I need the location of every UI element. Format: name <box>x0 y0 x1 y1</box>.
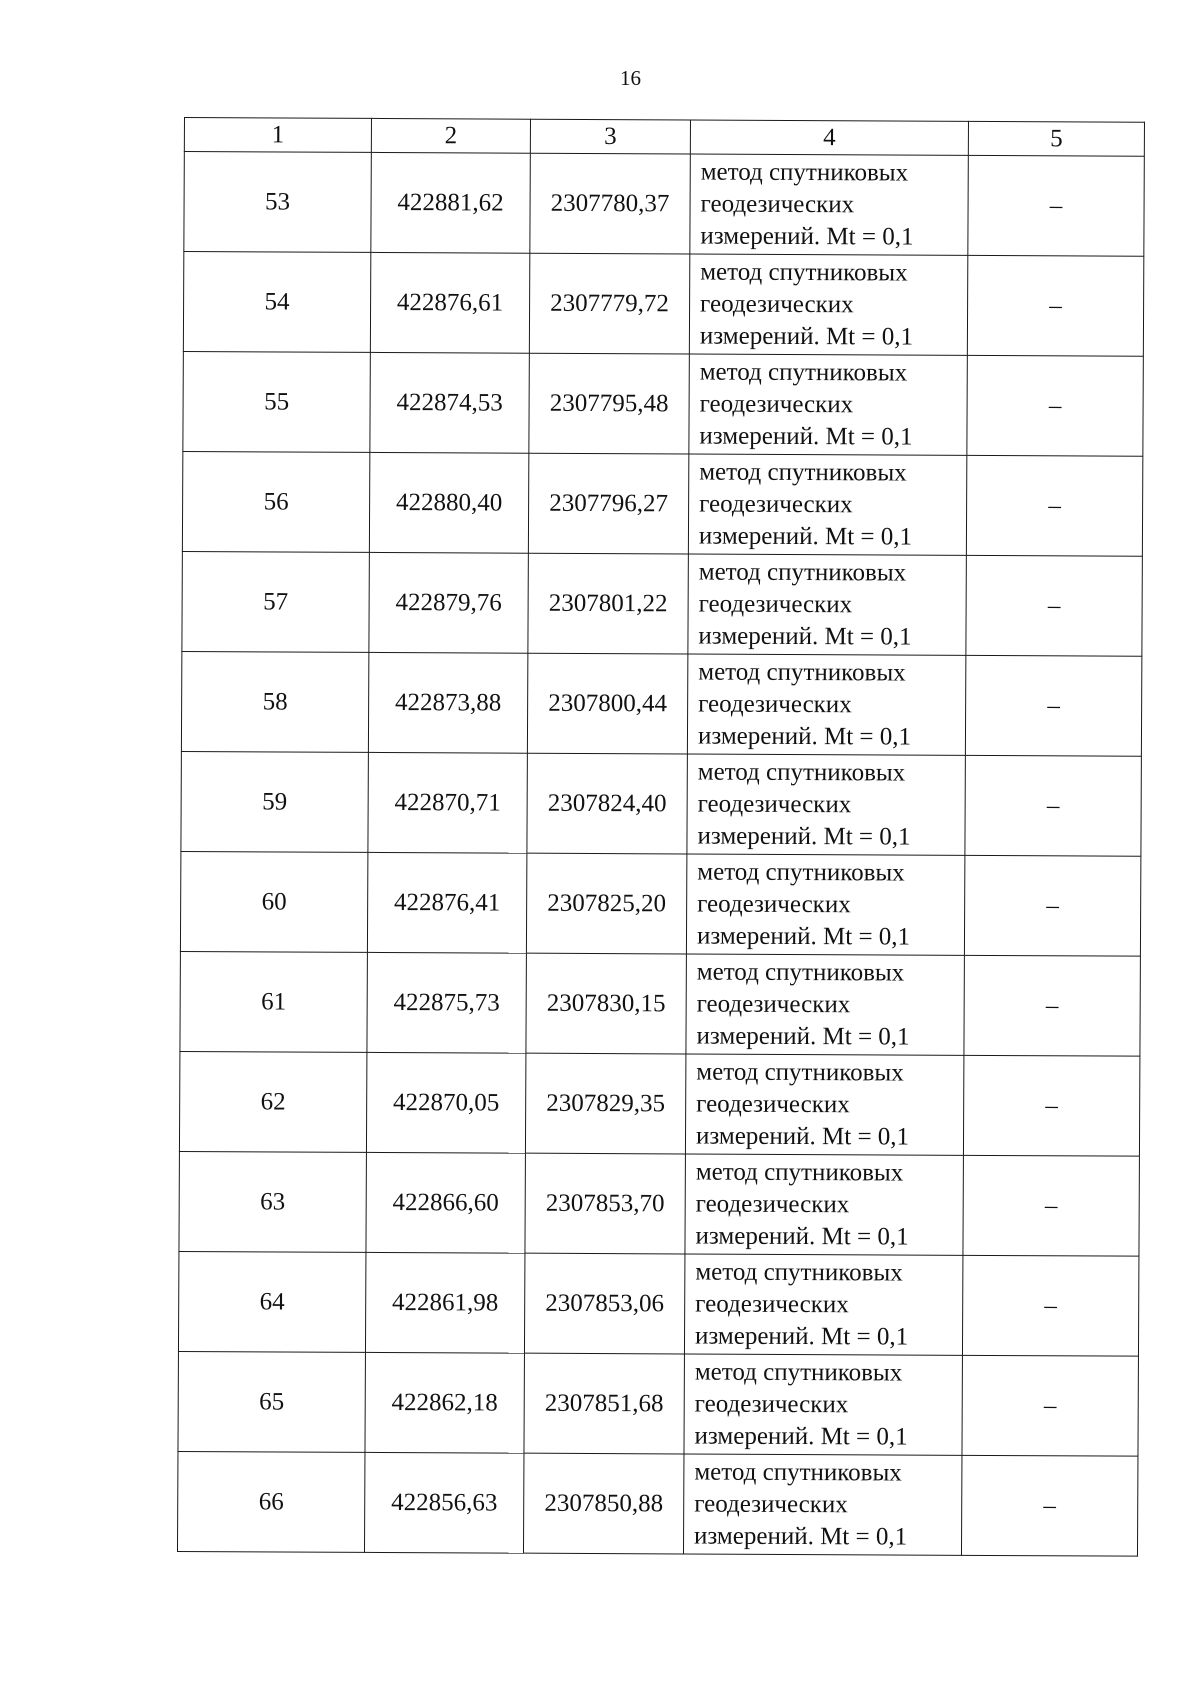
coordinate-y: 2307851,68 <box>524 1353 684 1454</box>
method-line-1: метод спутниковых <box>700 158 909 187</box>
coordinate-x: 422873,88 <box>368 652 527 753</box>
point-number: 57 <box>182 551 369 652</box>
method-line-3: измерений. Mt = 0,1 <box>698 622 912 651</box>
method-cell <box>686 954 964 1055</box>
coordinates-table <box>177 117 1145 1557</box>
note-cell: – <box>962 1255 1138 1356</box>
point-number: 59 <box>181 751 368 852</box>
coordinate-y: 2307824,40 <box>527 753 687 854</box>
note-cell: – <box>964 955 1140 1056</box>
method-line-1: метод спутниковых <box>695 1158 904 1187</box>
note-cell: – <box>966 455 1142 556</box>
point-number: 53 <box>184 152 371 253</box>
column-header-5: 5 <box>968 121 1144 156</box>
note-cell: – <box>963 1155 1139 1256</box>
table-row <box>178 1251 1138 1356</box>
method-cell <box>686 854 964 955</box>
method-line-3: измерений. Mt = 0,1 <box>696 922 911 951</box>
point-number: 66 <box>177 1451 364 1552</box>
method-line-3: измерений. Mt = 0,1 <box>699 322 914 351</box>
method-line-2: геодезических <box>694 1390 849 1418</box>
coordinate-x: 422881,62 <box>371 152 530 253</box>
method-cell <box>687 754 965 855</box>
table-header-row <box>184 118 1144 157</box>
table-row <box>179 1051 1139 1156</box>
column-header-1: 1 <box>184 118 371 153</box>
method-line-2: геодезических <box>699 390 854 418</box>
method-line-2: геодезических <box>697 790 852 818</box>
column-header-2: 2 <box>371 118 530 153</box>
method-cell <box>685 1154 963 1255</box>
note-cell: – <box>965 755 1141 856</box>
method-cell <box>683 1454 961 1555</box>
coordinate-x: 422874,53 <box>370 352 529 453</box>
method-line-1: метод спутниковых <box>698 558 907 587</box>
method-line-2: геодезических <box>700 190 855 218</box>
method-cell <box>688 554 966 655</box>
coordinate-y: 2307829,35 <box>525 1053 685 1154</box>
method-line-2: геодезических <box>698 590 853 618</box>
method-line-2: геодезических <box>696 1090 850 1118</box>
coordinate-x: 422875,73 <box>367 952 526 1053</box>
coordinate-y: 2307800,44 <box>527 653 687 754</box>
method-line-1: метод спутниковых <box>700 258 908 287</box>
method-line-2: геодезических <box>698 690 852 718</box>
column-header-4: 4 <box>690 120 968 155</box>
method-cell <box>684 1354 962 1455</box>
note-cell: – <box>965 655 1141 756</box>
coordinate-y: 2307853,70 <box>525 1153 685 1254</box>
method-line-2: геодезических <box>694 1490 848 1518</box>
method-line-3: измерений. Mt = 0,1 <box>694 1322 909 1351</box>
column-header-3: 3 <box>530 119 690 154</box>
coordinate-y: 2307853,06 <box>524 1253 684 1354</box>
table-row <box>183 252 1143 357</box>
table-row <box>181 751 1141 856</box>
table-row <box>182 451 1142 556</box>
method-line-3: измерений. Mt = 0,1 <box>694 1422 908 1451</box>
point-number: 62 <box>179 1051 366 1152</box>
method-cell <box>687 654 965 755</box>
method-cell <box>684 1254 962 1355</box>
table-row <box>184 152 1144 257</box>
method-line-2: геодезических <box>697 890 851 918</box>
method-line-3: измерений. Mt = 0,1 <box>696 1022 910 1051</box>
table-row <box>180 951 1140 1056</box>
note-cell: – <box>962 1355 1138 1456</box>
table-row <box>182 551 1142 656</box>
note-cell: – <box>961 1455 1137 1556</box>
coordinate-x: 422856,63 <box>364 1452 523 1553</box>
table-row <box>178 1351 1138 1456</box>
note-cell: – <box>964 855 1140 956</box>
coordinate-x: 422862,18 <box>365 1352 524 1453</box>
note-cell: – <box>963 1055 1139 1156</box>
method-line-1: метод спутниковых <box>699 458 907 487</box>
page-number: 16 <box>620 66 641 90</box>
method-line-3: измерений. Mt = 0,1 <box>698 522 913 551</box>
coordinate-x: 422880,40 <box>369 452 528 553</box>
method-line-1: метод спутниковых <box>694 1358 903 1387</box>
method-line-3: измерений. Mt = 0,1 <box>697 822 911 851</box>
point-number: 56 <box>182 451 369 552</box>
coordinate-x: 422876,41 <box>367 852 526 953</box>
method-cell <box>685 1054 963 1155</box>
note-cell: – <box>967 355 1143 456</box>
method-line-2: геодезических <box>700 290 854 318</box>
method-line-1: метод спутниковых <box>699 358 908 387</box>
coordinate-y: 2307779,72 <box>529 253 689 354</box>
method-line-1: метод спутниковых <box>697 858 905 887</box>
coordinate-x: 422861,98 <box>365 1252 524 1353</box>
note-cell: – <box>967 255 1143 356</box>
method-line-1: метод спутниковых <box>696 1058 904 1087</box>
method-line-1: метод спутниковых <box>697 758 906 787</box>
point-number: 60 <box>180 851 367 952</box>
method-line-2: геодезических <box>696 990 851 1018</box>
method-line-3: измерений. Mt = 0,1 <box>694 1522 908 1551</box>
method-line-2: геодезических <box>699 490 853 518</box>
point-number: 61 <box>180 951 367 1052</box>
coordinate-x: 422870,71 <box>368 752 527 853</box>
table-row <box>179 1151 1139 1256</box>
table-row <box>177 1451 1137 1556</box>
method-line-3: измерений. Mt = 0,1 <box>697 722 912 751</box>
coordinate-y: 2307850,88 <box>523 1453 683 1554</box>
method-line-2: геодезических <box>695 1290 849 1318</box>
method-line-3: измерений. Mt = 0,1 <box>695 1122 910 1151</box>
coordinate-y: 2307795,48 <box>529 353 689 454</box>
point-number: 54 <box>183 252 370 353</box>
point-number: 64 <box>178 1251 365 1352</box>
coordinate-x: 422866,60 <box>366 1152 525 1253</box>
point-number: 65 <box>178 1351 365 1452</box>
method-cell <box>689 254 967 355</box>
coordinate-y: 2307780,37 <box>530 153 690 254</box>
method-line-3: измерений. Mt = 0,1 <box>699 422 913 451</box>
coordinates-table-container <box>177 117 1144 1557</box>
note-cell: – <box>968 155 1144 256</box>
method-cell <box>690 154 968 255</box>
point-number: 63 <box>179 1151 366 1252</box>
coordinate-y: 2307825,20 <box>526 853 686 954</box>
coordinate-x: 422870,05 <box>366 1052 525 1153</box>
method-line-1: метод спутниковых <box>695 1258 903 1287</box>
coordinate-y: 2307796,27 <box>528 453 688 554</box>
method-line-1: метод спутниковых <box>698 658 906 687</box>
method-line-1: метод спутниковых <box>696 958 905 987</box>
method-cell <box>688 454 966 555</box>
method-cell <box>689 354 967 455</box>
coordinate-x: 422879,76 <box>369 552 528 653</box>
coordinate-x: 422876,61 <box>370 252 529 353</box>
table-row <box>183 351 1143 456</box>
coordinate-y: 2307830,15 <box>526 953 686 1054</box>
table-body <box>177 152 1144 1557</box>
note-cell: – <box>966 555 1142 656</box>
coordinate-y: 2307801,22 <box>528 553 688 654</box>
method-line-3: измерений. Mt = 0,1 <box>700 222 914 251</box>
point-number: 55 <box>183 351 370 452</box>
table-row <box>181 651 1141 756</box>
table-row <box>180 851 1140 956</box>
method-line-2: геодезических <box>695 1190 850 1218</box>
point-number: 58 <box>181 651 368 752</box>
method-line-1: метод спутниковых <box>694 1458 902 1487</box>
method-line-3: измерений. Mt = 0,1 <box>695 1222 909 1251</box>
